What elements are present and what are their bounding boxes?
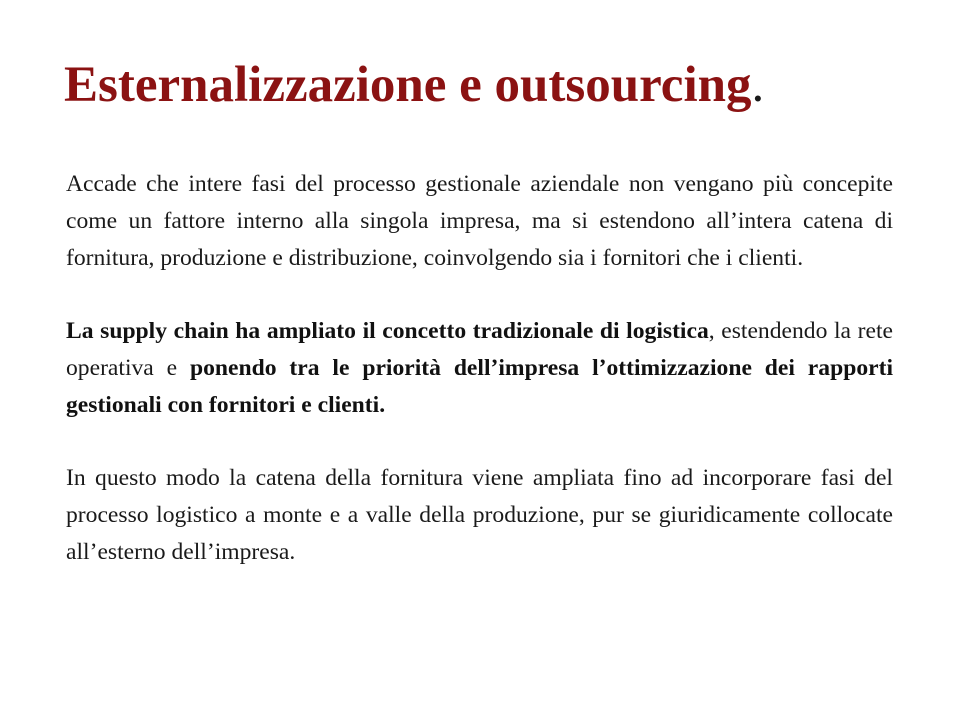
paragraph-conclusion: In questo modo la catena della fornitura viene ampliata fino ad incorporare fasi del processo logistico a monte e a valle della produzione, pur se giuridicamente collocate all’esterno dell’impresa. (66, 465, 893, 565)
supply-chain-bold-tail: ponendo tra le priorità dell’impresa l’ottimizzazione dei rapporti gestionali con fornitori e clienti. (66, 355, 894, 418)
supply-chain-connector: , estendendo la rete operativa e (66, 318, 893, 381)
slide-title-text: Esternalizzazione e outsourcing (64, 57, 752, 113)
slide-title (64, 56, 904, 115)
paragraph-supply-chain (66, 313, 893, 424)
paragraph-intro: Accade che intere fasi del processo gestionale aziendale non vengano più concepite come un fattore interno alla singola impresa, ma si estendono all’intera catena di fornitura, produzione e distribuzione, coinvolgendo sia i fornitori che i clienti. (66, 171, 893, 271)
slide-body (66, 166, 893, 607)
slide-title-period: . (751, 57, 765, 113)
supply-chain-bold-lead: La supply chain ha ampliato il concetto tradizionale di logistica (66, 318, 709, 344)
